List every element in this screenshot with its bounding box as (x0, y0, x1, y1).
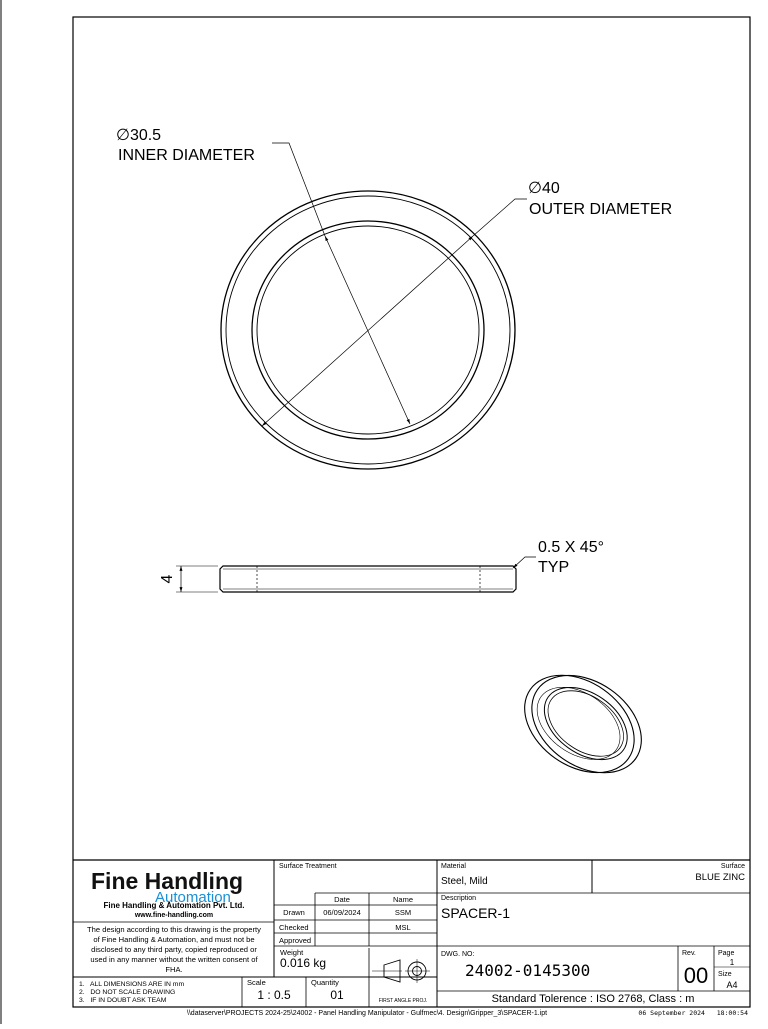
scale-value: 1 : 0.5 (257, 988, 291, 1002)
surface-treatment-label: Surface Treatment (279, 863, 337, 870)
scale-label: Scale (247, 978, 266, 987)
approved-label: Approved (279, 936, 312, 945)
checked-label: Checked (279, 923, 309, 932)
notice-line: FHA. (165, 965, 183, 974)
page-value: 1 (729, 958, 735, 967)
notice-line: of Fine Handling & Automation, and must not be (93, 935, 255, 944)
inner-diameter-label: INNER DIAMETER (118, 147, 255, 164)
outer-edge-outer (221, 191, 515, 469)
outer-diameter-dim-line (262, 236, 473, 426)
file-path: \\dataserver\PROJECTS 2024-25\24002 - Panel Handling Manipulator - Gulfmec\4. Design\Gripper_3\SPACER-1.ipt (186, 1010, 548, 1017)
rev-label: Rev. (682, 950, 696, 957)
company-logo-line2: Automation (155, 889, 231, 906)
name-header: Name (392, 895, 414, 904)
tolerance-standard: Standard Tolerence : ISO 2768, Class : m (491, 993, 695, 1005)
notice-line: used in any manner without the written consent of (90, 955, 258, 964)
drawing-frame (73, 17, 750, 1007)
dwg-no-label: DWG. NO: (441, 951, 475, 958)
inner-diameter-leader (272, 143, 325, 236)
quantity-value: 01 (330, 988, 344, 1002)
side-profile (220, 566, 516, 592)
page-label: Page (718, 950, 735, 957)
note-item: 1. ALL DIMENSIONS ARE IN mm (79, 981, 185, 988)
note-item: 3. IF IN DOUBT ASK TEAM (79, 997, 167, 1004)
thickness-dim-value: 4 (159, 574, 176, 584)
drawn-label: Drawn (283, 908, 305, 917)
surface-value: BLUE ZINC (695, 872, 745, 883)
outer-diameter-value: ∅40 (528, 180, 560, 197)
outer-edge-chamfer (226, 196, 510, 464)
drawn-date: 06/09/2024 (323, 908, 361, 917)
company-logo-line1: Fine Handling (91, 868, 244, 894)
dwg-no-value: 24002-0145300 (465, 961, 591, 980)
quantity-label: Quantity (311, 978, 339, 987)
washer-top-view (116, 127, 672, 469)
material-value: Steel, Mild (441, 876, 488, 887)
notice-line: disclosed to any third party, copied reproduced or (91, 945, 257, 954)
company-website: www.fine-handling.com (134, 912, 214, 919)
projection-label: FIRST ANGLE PROJ. (378, 998, 428, 1004)
confidentiality-notice (87, 925, 261, 974)
outer-diameter-leader (473, 199, 527, 236)
inner-edge-outer (252, 221, 484, 439)
surface-label: Surface (720, 863, 745, 870)
size-value: A4 (726, 980, 738, 990)
inner-diameter-dim-line (325, 236, 410, 424)
first-angle-projection-icon (372, 959, 430, 983)
inner-diameter-value: ∅30.5 (116, 127, 162, 144)
chamfer-value: 0.5 X 45° (538, 539, 604, 556)
chamfer-leader (513, 557, 536, 568)
washer-side-view (159, 539, 604, 592)
material-label: Material (441, 863, 466, 870)
chamfer-label: TYP (538, 559, 570, 576)
washer-isometric-view (506, 652, 660, 796)
print-timestamp: 06 September 2024 18:00:54 (638, 1009, 748, 1017)
weight-value: 0.016 kg (280, 956, 327, 970)
size-label: Size (718, 971, 732, 978)
outer-diameter-label: OUTER DIAMETER (529, 201, 673, 218)
drawn-name: SSM (394, 908, 412, 917)
rev-value: 00 (683, 963, 709, 988)
description-value: SPACER-1 (441, 905, 510, 921)
company-full-name: Fine Handling & Automation Pvt. Ltd. (103, 901, 245, 910)
checked-name: MSL (395, 923, 411, 932)
note-item: 2. DO NOT SCALE DRAWING (79, 989, 176, 996)
weight-label: Weight (280, 948, 304, 957)
notice-line: The design according to this drawing is the property (87, 925, 261, 934)
general-notes (79, 981, 184, 1004)
inner-edge-chamfer (257, 226, 479, 434)
description-label: Description (441, 895, 477, 902)
date-header: Date (334, 895, 350, 904)
